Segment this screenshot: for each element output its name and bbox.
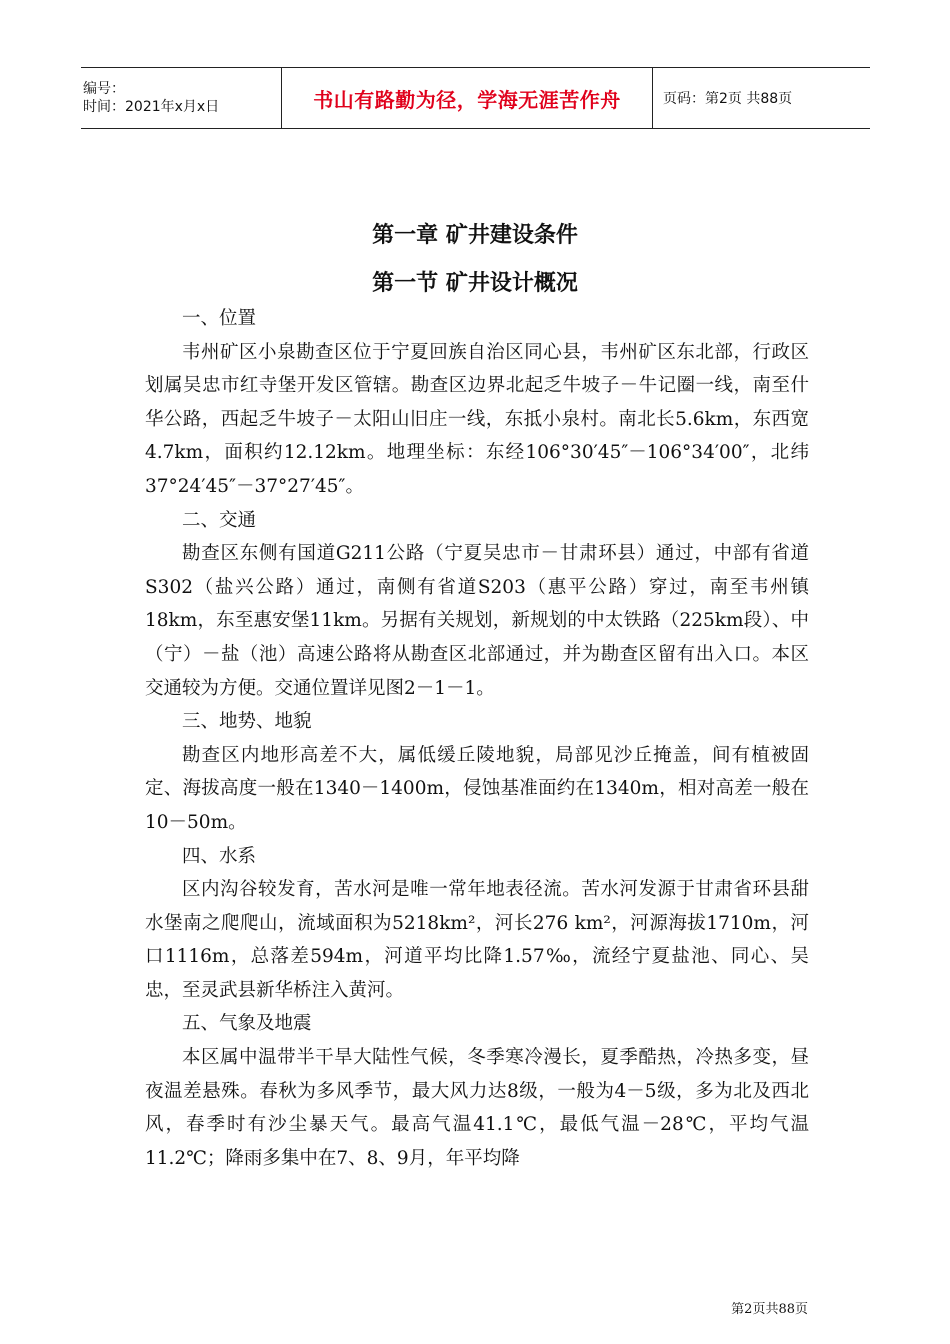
heading-traffic: 二、交通 <box>182 509 257 531</box>
heading-climate: 五、气象及地震 <box>182 1013 312 1035</box>
heading-water: 四、水系 <box>182 845 257 867</box>
section-title: 第一节 矿井设计概况 <box>372 271 578 296</box>
paragraph-water: 区内沟谷较发育，苦水河是唯一常年地表径流。苦水河发源于甘肃省环县甜水堡南之爬爬山，流域面积为5218km²，河长276 km²，河源海拔1710m，河口1116m，总落差594m，河道平均比降1.57‰，流经宁夏盐池、同心、吴忠，至灵武县新华桥注入黄河。 <box>145 879 809 1001</box>
document-body <box>145 302 809 1175</box>
paragraph-traffic: 勘查区东侧有国道G211公路（宁夏吴忠市－甘肃环县）通过，中部有省道S302（盐兴公路）通过，南侧有省道S203（惠平公路）穿过，南至韦州镇18km，东至惠安堡11km。另据有关规划，新规划的中太铁路（225km段）、中（宁）－盐（池）高速公路将从勘查区北部通过，并为勘查区留有出入口。本区交通较为方便。交通位置详见图2－1－1。 <box>145 543 809 699</box>
chapter-title: 第一章 矿井建设条件 <box>372 223 578 248</box>
header-motto-cell <box>281 68 653 128</box>
motto-text: 书山有路勤为径，学海无涯苦作舟 <box>313 87 621 112</box>
heading-location: 一、位置 <box>182 308 257 329</box>
number-label: 编号： <box>83 81 125 97</box>
paragraph-climate: 本区属中温带半干旱大陆性气候，冬季寒冷漫长，夏季酷热，冷热多变，昼夜温差悬殊。春秋为多风季节，最大风力达8级，一般为4－5级，多为北及西北风，春季时有沙尘暴天气。最高气温41.1℃，最低气温－28℃，平均气温11.2℃；降雨多集中在7、8、9月，年平均降 <box>145 1047 809 1169</box>
header-page-info <box>653 68 870 128</box>
page-info-text: 页码：第2页 共88页 <box>663 91 793 107</box>
heading-terrain: 三、地势、地貌 <box>182 711 312 733</box>
page-header <box>81 67 870 129</box>
header-meta <box>81 68 281 128</box>
page-footer: 第2页共88页 <box>731 1302 808 1317</box>
paragraph-location: 韦州矿区小泉勘查区位于宁夏回族自治区同心县，韦州矿区东北部，行政区划属吴忠市红寺堡开发区管辖。勘查区边界北起乏牛坡子－牛记圈一线，南至什华公路，西起乏牛坡子－太阳山旧庄一线，东抵小泉村。南北长5.6km，东西宽4.7km，面积约12.12km。地理坐标：东经106°30′45″－106°34′00″，北纬37°24′45″－37°27′45″。 <box>145 341 809 497</box>
paragraph-terrain: 勘查区内地形高差不大，属低缓丘陵地貌，局部见沙丘掩盖，间有植被固定、海拔高度一般在1340－1400m，侵蚀基准面约在1340m，相对高差一般在10－50m。 <box>145 744 809 833</box>
time-label: 时间：2021年x月x日 <box>83 99 220 115</box>
